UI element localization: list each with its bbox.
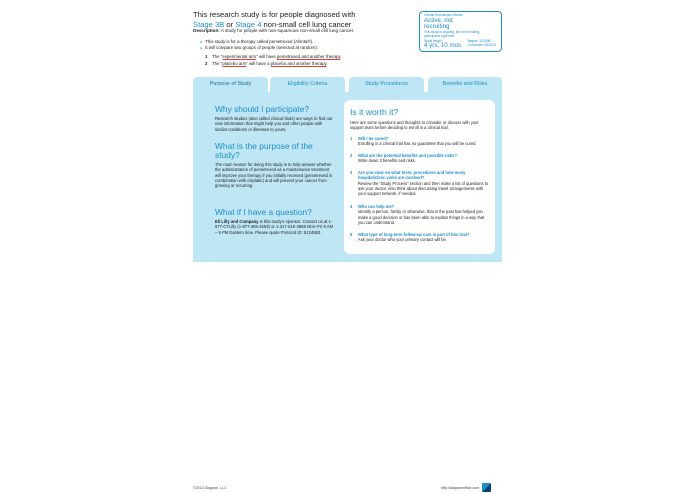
title-or: or bbox=[224, 19, 236, 29]
title-line-1: This research study is for people diagnosed with bbox=[193, 10, 356, 19]
description bbox=[193, 28, 408, 33]
recruitment-note: This study is ongoing, but not recruiting participants right now. bbox=[424, 29, 480, 38]
item-number: 4 bbox=[350, 204, 353, 209]
bullet-icon: ● bbox=[200, 40, 203, 44]
item-number: 5 bbox=[350, 232, 353, 237]
stage-3b-label: Stage 3B bbox=[193, 19, 225, 29]
purpose-line-2-text: It will compare two groups of people (selected at random): bbox=[205, 45, 318, 51]
worth-it-heading: Is it worth it? bbox=[350, 107, 399, 117]
arm-end: . bbox=[326, 61, 328, 66]
item-answer: Identify a person, family or otherwise, that in the past has helped you make a good decision or has been able to explain things in a way that you can understand. bbox=[358, 209, 485, 225]
item-question: What type of long-term follow-up care is part of this trial? bbox=[358, 232, 470, 237]
tab-eligibility-criteria[interactable]: Eligibility Criteria bbox=[270, 77, 345, 92]
item-question: Will I be cured? bbox=[358, 136, 389, 141]
item-number: 2 bbox=[350, 153, 353, 158]
begins-date: Begins: 11/2008 bbox=[467, 39, 491, 43]
description-text: A study for people with non-squamous non-small cell lung cancer. bbox=[219, 28, 355, 33]
list-item bbox=[350, 232, 492, 243]
bullet-icon: ● bbox=[200, 46, 203, 51]
stage-4-label: Stage 4 bbox=[235, 19, 262, 29]
description-label: Description: bbox=[193, 28, 220, 33]
arm-number: 1 bbox=[205, 54, 208, 59]
item-answer: Ask your doctor who your primary contact will be. bbox=[358, 237, 447, 243]
arm-number: 2 bbox=[205, 61, 208, 66]
sponsor-contact: is this study’s sponsor. Contact us at 1-877-CTLilly (1-877-285-4559) or 1-317-615-4559 Mon–Fri 9 AM – 5 PM Eastern time. Please quote Protocol ID: 5124863. bbox=[215, 219, 334, 235]
footer-brand bbox=[441, 483, 491, 492]
study-dates bbox=[468, 40, 496, 48]
purpose-summary bbox=[200, 39, 415, 51]
copyright: ©2013 Diagram, LLC bbox=[193, 486, 227, 490]
study-arms bbox=[205, 53, 420, 67]
arm-therapy: placebo and another therapy bbox=[270, 61, 327, 66]
status-box bbox=[419, 11, 502, 52]
arm-name: placebo arm bbox=[222, 61, 247, 66]
recruitment-status-value-1: Active, not bbox=[424, 16, 453, 24]
item-question: Are you clear on what tests, procedures and how many hospital/clinic visits are involved? bbox=[358, 170, 466, 181]
arm-1 bbox=[205, 53, 420, 60]
study-length-label: Study length: bbox=[424, 38, 443, 43]
item-question: What are the potential benefits and possible risks? bbox=[358, 153, 457, 158]
item-answer: Review the “Study Process” section and then make a list of questions to ask your doctor. Also think about discussing travel arrangements with your support network, if needed. bbox=[358, 180, 489, 197]
list-item bbox=[350, 170, 492, 196]
diagram-logo-icon bbox=[482, 483, 491, 492]
title-line-2-rest: non-small cell lung cancer bbox=[261, 19, 352, 29]
arm-pre: The “ bbox=[212, 54, 223, 59]
question-text bbox=[215, 219, 335, 235]
page-title bbox=[193, 10, 413, 29]
question-section bbox=[215, 208, 335, 235]
study-purpose-text: The main reason for doing this study is to help answer whether the administration of pemetrexed as a maintenance treatment will improve your therapy if you initially received (pemetrexed in combination with cisplatin) and will prevent your cancer from growing or recurring. bbox=[215, 162, 333, 189]
arm-pre: The “ bbox=[212, 61, 223, 66]
arm-post: ” will have a bbox=[246, 61, 271, 66]
item-question: Who can help me? bbox=[358, 204, 395, 209]
recruitment-status-value-2: recruiting bbox=[424, 23, 450, 31]
arm-therapy: pemetrexed and another therapy bbox=[276, 54, 341, 59]
worth-it-intro: Here are some questions and thoughts to consider or discuss with your support team before deciding to enroll in a clinical trial. bbox=[350, 120, 479, 131]
section-tabs bbox=[193, 77, 502, 92]
purpose-line-1-text: This study is for a therapy called pemetrexed (Alimta®). bbox=[205, 39, 314, 44]
arm-end: . bbox=[340, 54, 342, 59]
purpose-line-2 bbox=[200, 45, 415, 51]
list-item bbox=[350, 204, 492, 225]
item-answer: Write down 3 benefits and risks. bbox=[358, 158, 416, 164]
item-number: 1 bbox=[350, 136, 353, 141]
tab-study-procedures[interactable]: Study Procedures bbox=[349, 77, 424, 92]
study-purpose-heading: What is the purpose of the study? bbox=[215, 141, 313, 160]
concludes-date: Concludes: 09/2013 bbox=[467, 42, 496, 47]
list-item bbox=[350, 153, 492, 164]
study-length-value: 4 yrs, 10 mos bbox=[424, 42, 462, 50]
study-purpose-section bbox=[215, 142, 335, 188]
item-number: 3 bbox=[350, 170, 353, 175]
tab-panel-purpose bbox=[193, 92, 502, 262]
why-participate-heading: Why should I participate? bbox=[215, 104, 310, 114]
recruitment-status-label: Overall Recruitment Status: bbox=[424, 13, 463, 17]
arm-2 bbox=[205, 60, 420, 67]
tab-benefits-and-risks[interactable]: Benefits and Risks bbox=[428, 77, 502, 92]
worth-it-card bbox=[344, 100, 495, 254]
item-answer: Enrolling in a clinical trial has no guarantee that you will be cured. bbox=[358, 141, 477, 147]
tab-purpose-of-study[interactable]: Purpose of Study bbox=[193, 77, 268, 92]
sponsor-name: Eli Lilly and Company bbox=[215, 219, 259, 224]
why-participate-section bbox=[215, 105, 335, 132]
list-item bbox=[350, 136, 492, 147]
arm-post: ” will have bbox=[256, 54, 277, 59]
question-heading: What if I have a question? bbox=[215, 207, 312, 217]
why-participate-text: Research studies (also called clinical trials) are ways to find out new information that might help you and other people with similar conditions or illnesses to yours. bbox=[215, 116, 333, 132]
arm-name: experimental arm bbox=[222, 54, 257, 59]
brand-url[interactable]: http://diagramoffice.com bbox=[441, 485, 480, 490]
